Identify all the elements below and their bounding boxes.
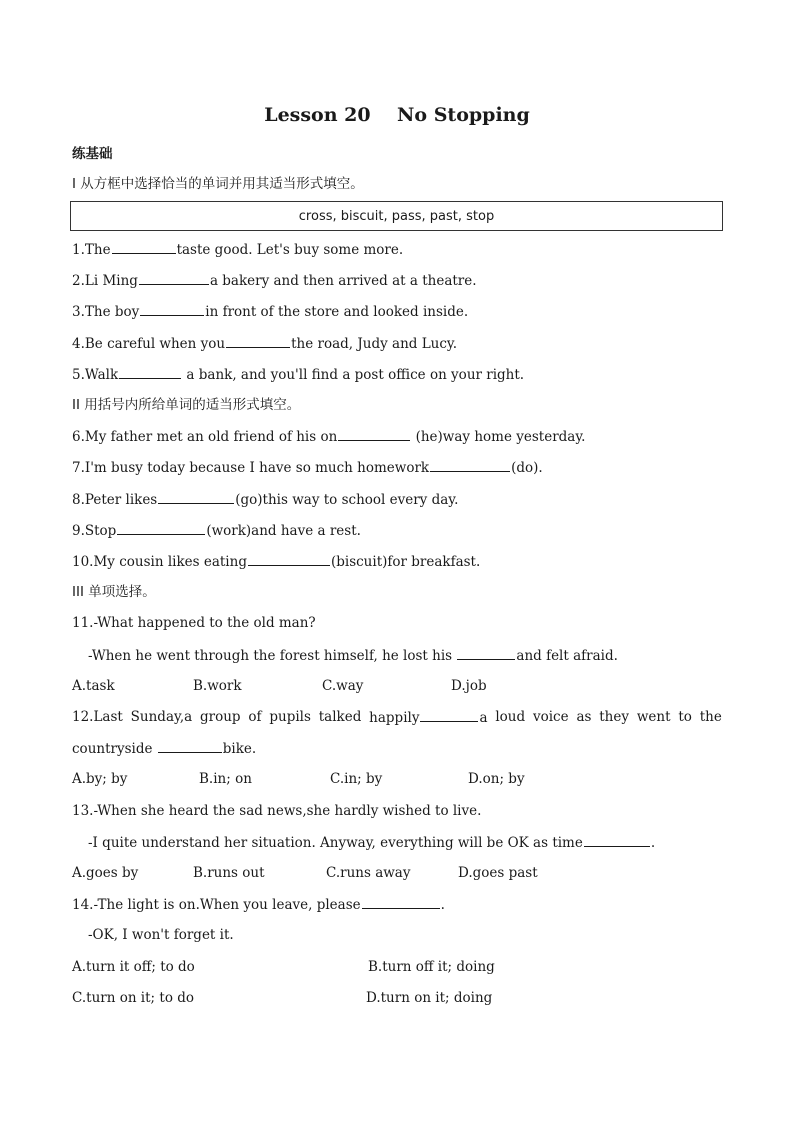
q4-post: the road, Judy and Lucy. — [291, 336, 458, 352]
q14-response: -OK, I won't forget it. — [88, 927, 234, 943]
q14-pre: 14.-The light is on.When you leave, please — [72, 897, 361, 913]
q13-option-c[interactable]: C.runs away — [326, 865, 411, 881]
q12-word: 12.Last — [72, 709, 123, 725]
q11-option-d[interactable]: D.job — [451, 678, 487, 694]
q8-blank[interactable] — [158, 489, 234, 504]
q3-pre: 3.The boy — [72, 304, 140, 320]
question-10 — [72, 551, 480, 572]
q1-blank[interactable] — [112, 239, 176, 254]
question-6 — [72, 426, 585, 447]
question-3 — [72, 301, 468, 322]
q11-stem: 11.-What happened to the old man? — [72, 615, 316, 631]
question-9 — [72, 520, 361, 541]
section2-heading: II 用括号内所给单词的适当形式填空。 — [72, 397, 301, 413]
q14-option-c[interactable]: C.turn on it; to do — [72, 990, 195, 1006]
q10-post: (biscuit)for breakfast. — [330, 554, 481, 570]
q12-word: as — [576, 709, 592, 725]
q3-post: in front of the store and looked inside. — [205, 304, 469, 320]
q11-post: and felt afraid. — [516, 648, 618, 664]
q11-blank[interactable] — [457, 645, 515, 660]
q13-option-b[interactable]: B.runs out — [193, 865, 265, 881]
question-7 — [72, 457, 543, 478]
q6-blank[interactable] — [338, 426, 410, 441]
question-5 — [72, 364, 524, 385]
q11-option-c[interactable]: C.way — [322, 678, 364, 694]
q12-word: talked — [318, 709, 362, 725]
q12-word: group — [200, 709, 241, 725]
q6-pre: 6.My father met an old friend of his on — [72, 429, 338, 445]
q9-pre: 9.Stop — [72, 523, 117, 539]
q12-stem — [72, 707, 722, 728]
q12-word: they — [599, 709, 629, 725]
q12-word: a — [479, 710, 488, 726]
section1-heading: I 从方框中选择恰当的单词并用其适当形式填空。 — [72, 176, 364, 192]
q12-blank-1[interactable] — [420, 707, 478, 722]
q12-option-d[interactable]: D.on; by — [468, 771, 525, 787]
q3-blank[interactable] — [140, 301, 204, 316]
q12-word: voice — [532, 709, 569, 725]
q5-post: a bank, and you'll find a post office on your right. — [182, 367, 525, 383]
q11-response — [88, 645, 618, 666]
q5-pre: 5.Walk — [72, 367, 119, 383]
q7-blank[interactable] — [430, 457, 510, 472]
q12-word: of — [248, 709, 262, 725]
q13-pre: -I quite understand her situation. Anyway, everything will be OK as time — [88, 835, 583, 851]
q9-post: (work)and have a rest. — [206, 523, 361, 539]
q14-option-a[interactable]: A.turn it off; to do — [72, 959, 195, 975]
q14-option-d[interactable]: D.turn on it; doing — [366, 990, 493, 1006]
q14-post: . — [440, 897, 445, 913]
q6-post: (he)way home yesterday. — [411, 429, 586, 445]
q1-pre: 1.The — [72, 242, 111, 258]
q12-blank-2[interactable] — [158, 738, 222, 753]
q9-blank[interactable] — [117, 520, 205, 535]
q13-option-a[interactable]: A.goes by — [72, 865, 139, 881]
q10-pre: 10.My cousin likes eating — [72, 554, 247, 570]
q7-post: (do). — [511, 460, 543, 476]
q13-stem: 13.-When she heard the sad news,she hardly wished to live. — [72, 803, 482, 819]
practice-label: 练基础 — [72, 146, 113, 162]
question-1 — [72, 239, 403, 260]
q12-option-c[interactable]: C.in; by — [330, 771, 383, 787]
q12-word: happily — [369, 710, 420, 726]
q4-pre: 4.Be careful when you — [72, 336, 226, 352]
q2-blank[interactable] — [139, 270, 209, 285]
q12-word: loud — [495, 709, 526, 725]
q12-pre: countryside — [72, 741, 157, 757]
q12-word: pupils — [269, 709, 311, 725]
q11-pre: -When he went through the forest himself, he lost his — [88, 648, 457, 664]
q2-pre: 2.Li Ming — [72, 273, 138, 289]
q12-stem-line2 — [72, 738, 256, 759]
word-box: cross, biscuit, pass, past, stop — [70, 201, 723, 231]
question-4 — [72, 333, 457, 354]
q11-option-a[interactable]: A.task — [72, 678, 115, 694]
q13-post: . — [650, 835, 656, 851]
q1-post: taste good. Let's buy some more. — [176, 242, 404, 258]
question-2 — [72, 270, 477, 291]
q8-pre: 8.Peter likes — [72, 492, 158, 508]
question-8 — [72, 489, 458, 510]
q12-word: Sunday,a — [130, 709, 193, 725]
q12-post: bike. — [222, 741, 257, 757]
q14-blank[interactable] — [362, 894, 440, 909]
q13-response — [88, 832, 655, 853]
q13-blank[interactable] — [584, 832, 650, 847]
section3-heading: III 单项选择。 — [72, 584, 156, 600]
q5-blank[interactable] — [119, 364, 181, 379]
q12-option-a[interactable]: A.by; by — [72, 771, 128, 787]
q2-post: a bakery and then arrived at a theatre. — [209, 273, 477, 289]
q12-option-b[interactable]: B.in; on — [199, 771, 252, 787]
q4-blank[interactable] — [226, 333, 290, 348]
q7-pre: 7.I'm busy today because I have so much homework — [72, 460, 430, 476]
q13-option-d[interactable]: D.goes past — [458, 865, 538, 881]
q10-blank[interactable] — [248, 551, 330, 566]
q11-option-b[interactable]: B.work — [193, 678, 242, 694]
page-title: Lesson 20 No Stopping — [264, 104, 530, 126]
q12-word: to — [678, 709, 692, 725]
q8-post: (go)this way to school every day. — [235, 492, 459, 508]
q12-word: went — [636, 709, 671, 725]
q14-stem — [72, 894, 445, 915]
q14-option-b[interactable]: B.turn off it; doing — [368, 959, 495, 975]
q12-word: the — [699, 709, 722, 725]
